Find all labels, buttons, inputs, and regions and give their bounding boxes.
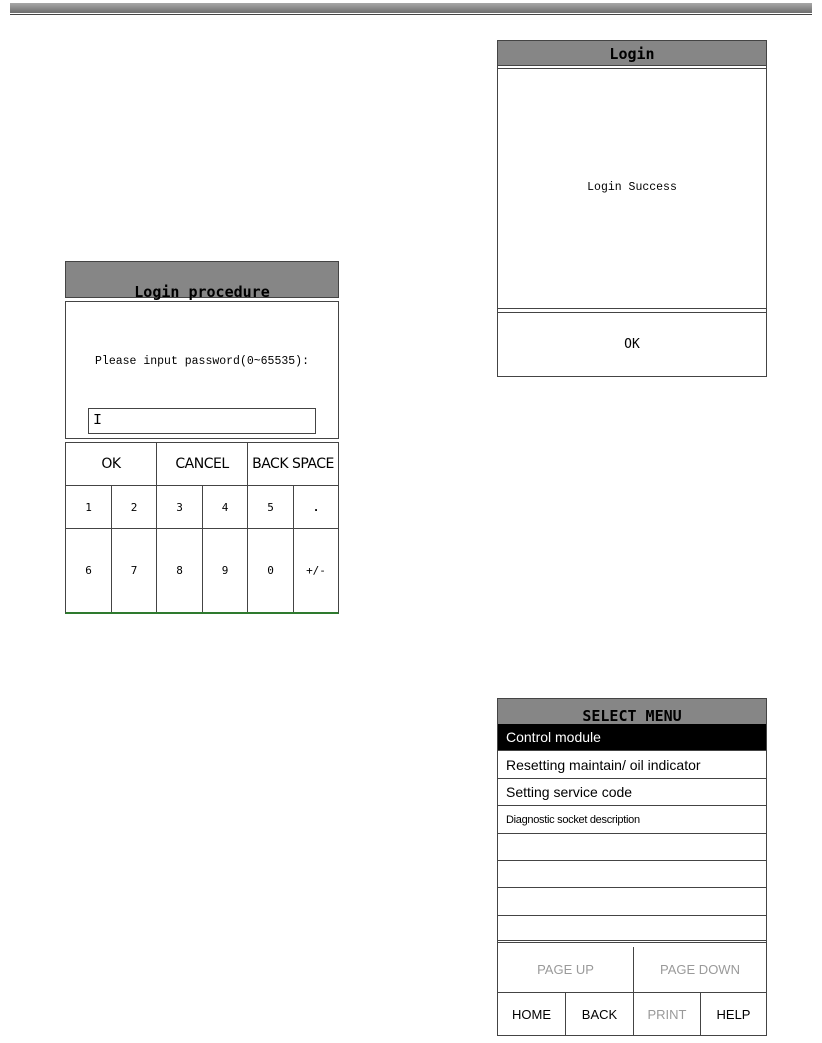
cancel-button[interactable]: CANCEL — [157, 443, 248, 486]
back-button[interactable]: BACK — [566, 992, 634, 1035]
backspace-button[interactable]: BACK SPACE — [248, 443, 338, 486]
key-7[interactable]: 7 — [112, 529, 157, 612]
success-message: Login Success — [587, 181, 677, 194]
page-up-button[interactable]: PAGE UP — [498, 947, 634, 992]
keypad — [65, 442, 339, 614]
login-procedure-dialog — [65, 261, 339, 614]
dialog-body — [65, 301, 339, 439]
menu-item-empty[interactable] — [498, 916, 766, 943]
ok-button[interactable]: OK — [66, 443, 157, 486]
password-input[interactable]: I — [88, 408, 316, 434]
print-button[interactable]: PRINT — [634, 992, 701, 1035]
login-success-dialog — [497, 40, 767, 377]
key-5[interactable]: 5 — [248, 486, 294, 529]
key-0[interactable]: 0 — [248, 529, 294, 612]
menu-item-setting-service-code[interactable]: Setting service code — [498, 779, 766, 806]
key-plus-minus[interactable]: +/- — [294, 529, 338, 612]
key-9[interactable]: 9 — [203, 529, 248, 612]
menu-item-resetting-maintain[interactable]: Resetting maintain/ oil indicator — [498, 751, 766, 779]
menu-item-diagnostic-socket[interactable]: Diagnostic socket description — [498, 806, 766, 834]
select-menu-panel — [497, 698, 767, 1036]
home-button[interactable]: HOME — [498, 992, 566, 1035]
key-1[interactable]: 1 — [66, 486, 112, 529]
menu-title: SELECT MENU — [498, 699, 766, 724]
key-6[interactable]: 6 — [66, 529, 112, 612]
header-divider — [10, 14, 812, 15]
menu-item-empty[interactable] — [498, 861, 766, 888]
body-divider — [498, 308, 766, 309]
header-bar — [10, 3, 812, 13]
key-2[interactable]: 2 — [112, 486, 157, 529]
key-8[interactable]: 8 — [157, 529, 203, 612]
help-button[interactable]: HELP — [701, 992, 766, 1035]
menu-item-empty[interactable] — [498, 834, 766, 861]
title-divider — [498, 68, 766, 69]
dialog-title: Login procedure — [65, 261, 339, 298]
menu-item-empty[interactable] — [498, 888, 766, 916]
dialog-title: Login — [498, 41, 766, 66]
key-decimal[interactable]: . — [294, 486, 338, 529]
key-3[interactable]: 3 — [157, 486, 203, 529]
page-down-button[interactable]: PAGE DOWN — [634, 947, 766, 992]
password-prompt: Please input password(0~65535): — [95, 355, 309, 368]
menu-item-control-module[interactable]: Control module — [498, 724, 766, 751]
key-4[interactable]: 4 — [203, 486, 248, 529]
ok-button[interactable]: OK — [624, 336, 640, 352]
